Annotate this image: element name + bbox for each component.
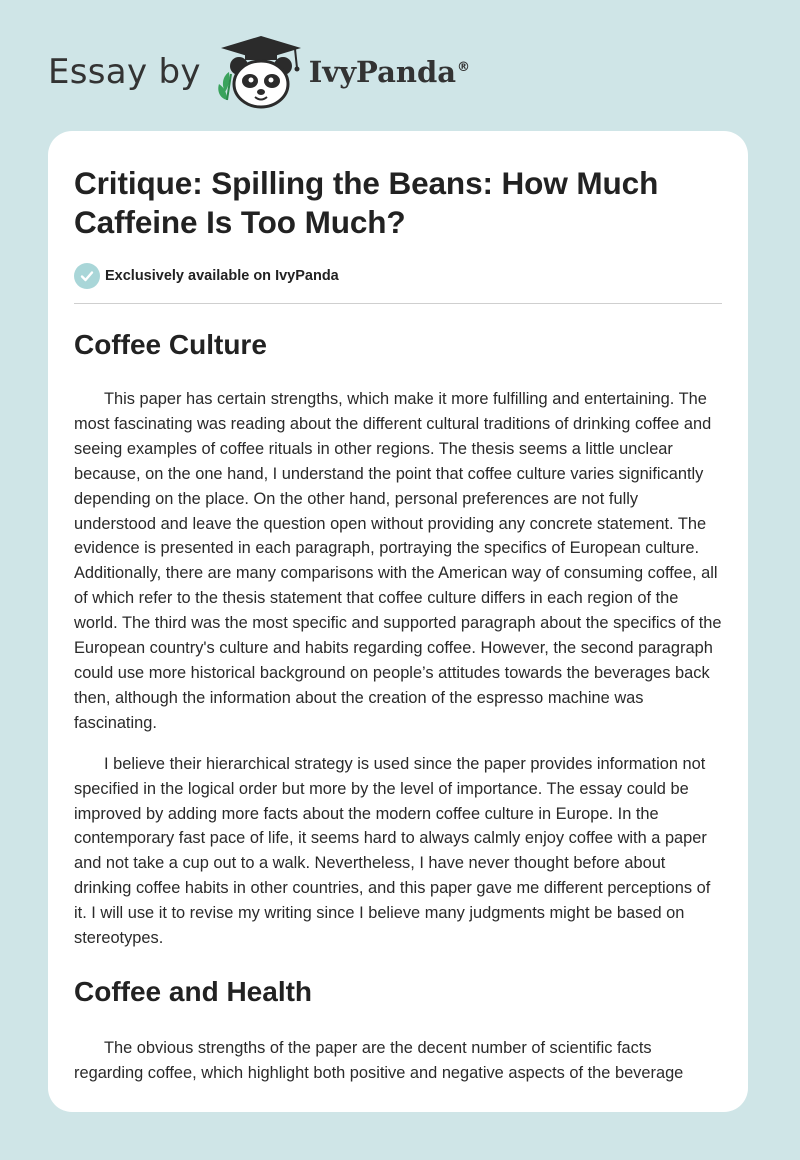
- check-circle-icon: [74, 263, 100, 289]
- exclusive-label: Exclusively available on IvyPanda: [105, 268, 339, 284]
- site-header: [48, 34, 470, 110]
- paragraph: This paper has certain strengths, which make it more fulfilling and entertaining. The most fascinating was reading about the different cultural traditions of drinking coffee and seeing examples of coffee rituals in other regions. The thesis seems a little unclear because, on the one hand, I understand the point that coffee culture varies significantly depending on the place. On the other hand, personal preferences are not fully understood and leave the question open without providing any concrete statement. The evidence is presented in each paragraph, portraying the specifics of European culture. Additionally, there are many comparisons with the American way of consuming coffee, all of which refer to the thesis statement that coffee culture differs in each region of the world. The third was the most specific and supported paragraph about the specifics of the European country's culture and habits regarding coffee. However, the second paragraph could use more historical background on people’s attitudes towards the beverages back then, although the information about the creation of the espresso machine was fascinating.: [74, 390, 722, 732]
- divider: [74, 303, 722, 304]
- section-heading-coffee-culture: Coffee Culture: [74, 329, 267, 360]
- page-title: Critique: Spilling the Beans: How Much Caffeine Is Too Much?: [74, 165, 659, 240]
- brand-name: IvyPanda®: [308, 55, 471, 89]
- paragraph: I believe their hierarchical strategy is used since the paper provides information not specified in the logical order but more by the level of importance. The essay could be improved by adding more facts about the modern coffee culture in Europe. In the contemporary fast pace of life, it seems hard to always calmly enjoy coffee with a paper and not take a cup out to a walk. Nevertheless, I have never thought before about drinking coffee habits in other countries, and this paper gave me different perceptions of it. I will use it to revise my writing since I believe many judgments might be based on stereotypes.: [74, 754, 711, 948]
- panda-graduate-icon: [215, 34, 307, 110]
- registered-mark: ®: [457, 60, 471, 76]
- exclusive-notice: [74, 263, 722, 289]
- paragraph: The obvious strengths of the paper are the decent number of scientific facts regarding coffee, which highlight both positive and negative aspects of the beverage: [74, 1038, 684, 1082]
- essay-by-label: Essay by: [48, 52, 201, 92]
- essay-card: [48, 131, 748, 1112]
- section-heading-coffee-and-health: Coffee and Health: [74, 975, 313, 1007]
